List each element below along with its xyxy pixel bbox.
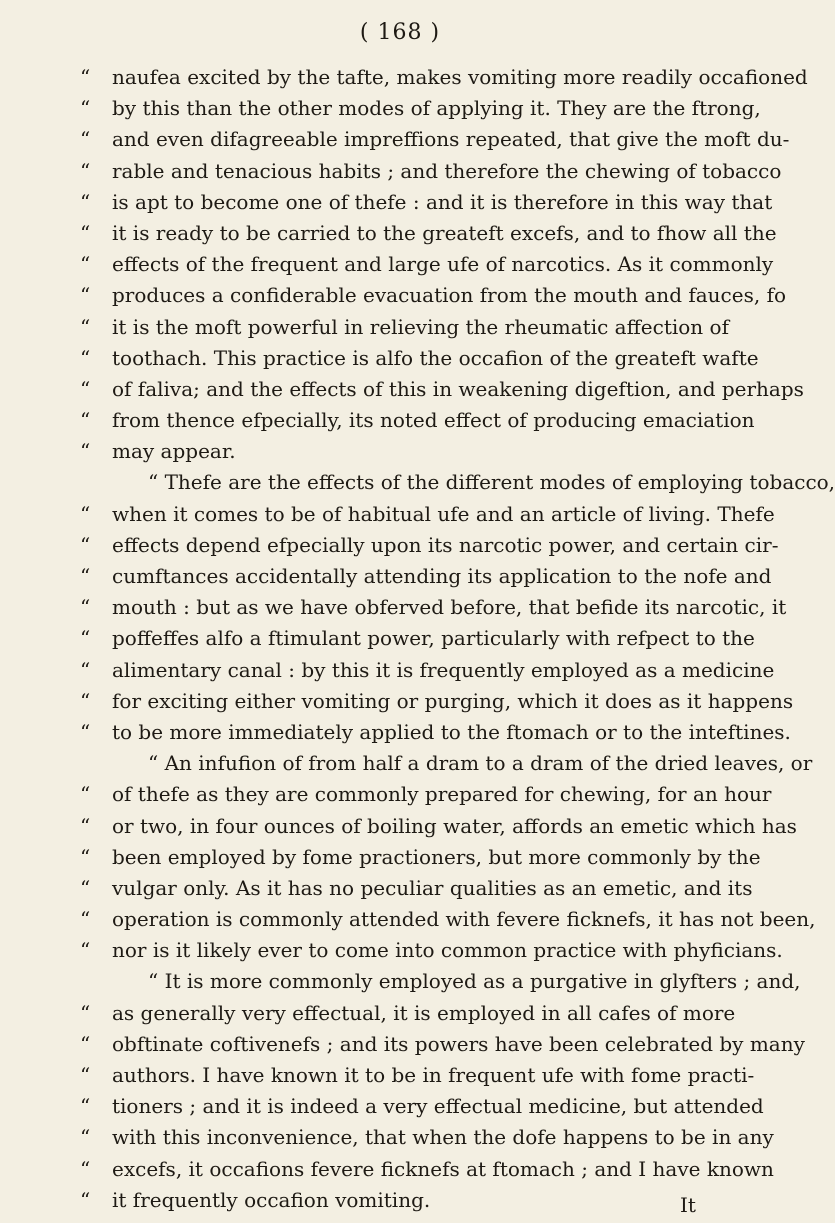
text-line — [0, 779, 800, 810]
quote-mark: “ — [80, 501, 91, 526]
quote-mark: “ — [80, 813, 91, 838]
text-line — [0, 249, 800, 280]
text-line — [0, 467, 835, 498]
text-line — [0, 62, 808, 93]
text-line — [0, 904, 816, 935]
line-text: from thence efpecially, its noted effect of producing emaciation — [112, 408, 755, 433]
line-text: authors. I have known it to be in frequent ufe with fome practi- — [112, 1063, 755, 1087]
text-line — [0, 1122, 800, 1153]
text-line — [0, 1060, 800, 1091]
quote-mark: “ — [80, 1000, 91, 1025]
text-line — [0, 842, 800, 873]
text-line — [0, 405, 800, 436]
line-text: and even difagreeable impreffions repeated, that give the moft du- — [112, 127, 790, 152]
line-text: tioners ; and it is indeed a very effectual medicine, but attended — [112, 1094, 764, 1119]
line-text: by this than the other modes of applying it. They are the ftrong, — [112, 96, 761, 121]
line-text: nor is it likely ever to come into common practice with phyficians. — [112, 938, 783, 963]
text-line — [0, 748, 813, 779]
line-text: poffeffes alfo a ftimulant power, particularly with refpect to the — [112, 626, 755, 651]
line-text: rable and tenacious habits ; and therefore the chewing of tobacco — [112, 158, 782, 183]
text-line — [0, 530, 800, 561]
quote-mark: “ — [80, 1031, 91, 1056]
text-line — [0, 187, 800, 218]
text-line — [0, 93, 800, 124]
text-line — [0, 499, 800, 530]
line-text: with this inconvenience, that when the dofe happens to be in any — [112, 1125, 774, 1150]
quote-mark: “ — [80, 782, 91, 807]
line-text: or two, in four ounces of boiling water, affords an emetic which has — [112, 813, 797, 838]
quote-mark: “ — [80, 1063, 91, 1087]
quote-mark: “ — [80, 532, 91, 557]
line-text: it is ready to be carried to the greateft excefs, and to fhow all the — [112, 220, 777, 245]
text-line — [0, 561, 800, 592]
text-line — [0, 1154, 800, 1185]
text-line — [0, 124, 800, 155]
line-text: alimentary canal : by this it is frequently employed as a medicine — [112, 657, 775, 682]
quote-mark: “ — [80, 1156, 91, 1181]
quote-mark: “ — [80, 439, 91, 464]
line-text: “ An infufion of from half a dram to a dram of the dried leaves, or — [148, 751, 813, 776]
line-text: excefs, it occafions fevere ficknefs at ftomach ; and I have known — [112, 1156, 774, 1181]
line-text: it frequently occafion vomiting. — [112, 1187, 431, 1212]
line-text: produces a confiderable evacuation from the mouth and fauces, fo — [112, 283, 787, 308]
quote-mark: “ — [80, 408, 91, 433]
quote-mark: “ — [80, 595, 91, 620]
quote-mark: “ — [80, 158, 91, 183]
quote-mark: “ — [80, 564, 91, 588]
line-text: “ Thefe are the effects of the different modes of employing tobacco, — [148, 470, 835, 495]
quote-mark: “ — [80, 938, 91, 963]
line-text: vulgar only. As it has no peculiar qualities as an emetic, and its — [112, 875, 753, 900]
text-line — [0, 280, 800, 311]
line-text: is apt to become one of thefe : and it is therefore in this way that — [112, 189, 773, 214]
line-text: mouth : but as we have obferved before, that befide its narcotic, it — [112, 595, 787, 620]
text-line — [0, 374, 804, 405]
text-line — [0, 436, 800, 467]
body-text — [0, 62, 835, 1216]
text-line — [0, 655, 800, 686]
quote-mark: “ — [80, 220, 91, 245]
quote-mark: “ — [80, 1125, 91, 1150]
line-text: toothach. This practice is alfo the occafion of the greateft wafte — [112, 345, 759, 370]
text-line — [0, 312, 800, 343]
line-text: effects depend efpecially upon its narcotic power, and certain cir- — [112, 532, 779, 557]
text-line — [0, 623, 800, 654]
text-line — [0, 686, 800, 717]
line-text: naufea excited by the tafte, makes vomiting more readily occafioned — [112, 65, 808, 89]
page-number: ( 168 ) — [359, 20, 441, 45]
quote-mark: “ — [80, 283, 91, 308]
line-text: of faliva; and the effects of this in weakening digeftion, and perhaps — [112, 376, 804, 401]
text-line — [0, 1091, 800, 1122]
line-text: to be more immediately applied to the ftomach or to the inteftines. — [112, 719, 791, 744]
text-line — [0, 998, 800, 1029]
quote-mark: “ — [80, 376, 91, 401]
line-text: may appear. — [112, 439, 236, 464]
quote-mark: “ — [80, 688, 91, 713]
line-text: it is the moft powerful in relieving the rheumatic affection of — [112, 314, 729, 339]
text-line — [0, 592, 800, 623]
quote-mark: “ — [80, 127, 91, 152]
line-text: of thefe as they are commonly prepared for chewing, for an hour — [112, 782, 772, 807]
catchword: It — [680, 1193, 696, 1217]
quote-mark: “ — [80, 96, 91, 121]
text-line — [0, 343, 800, 374]
line-text: obftinate coftivenefs ; and its powers have been celebrated by many — [112, 1031, 805, 1056]
line-text: been employed by fome practioners, but more commonly by the — [112, 844, 761, 869]
text-line — [0, 1029, 805, 1060]
text-line — [0, 966, 800, 997]
line-text: as generally very effectual, it is employed in all cafes of more — [112, 1000, 736, 1025]
quote-mark: “ — [80, 1187, 91, 1212]
quote-mark: “ — [80, 875, 91, 900]
line-text: effects of the frequent and large ufe of narcotics. As it commonly — [112, 252, 774, 277]
line-text: for exciting either vomiting or purging, which it does as it happens — [112, 688, 794, 713]
quote-mark: “ — [80, 65, 91, 89]
quote-mark: “ — [80, 189, 91, 214]
quote-mark: “ — [80, 657, 91, 682]
text-line — [0, 811, 800, 842]
quote-mark: “ — [80, 1094, 91, 1119]
quote-mark: “ — [80, 345, 91, 370]
line-text: operation is commonly attended with fevere ficknefs, it has not been, — [112, 907, 816, 932]
text-line — [0, 873, 800, 904]
text-line — [0, 156, 800, 187]
line-text: “ It is more commonly employed as a purgative in glyfters ; and, — [148, 969, 801, 994]
text-line — [0, 218, 800, 249]
quote-mark: “ — [80, 907, 91, 932]
text-line — [0, 935, 800, 966]
line-text: when it comes to be of habitual ufe and an article of living. Thefe — [112, 501, 775, 526]
text-line — [0, 717, 800, 748]
quote-mark: “ — [80, 314, 91, 339]
quote-mark: “ — [80, 252, 91, 277]
quote-mark: “ — [80, 844, 91, 869]
quote-mark: “ — [80, 626, 91, 651]
line-text: cumftances accidentally attending its application to the nofe and — [112, 564, 772, 588]
quote-mark: “ — [80, 719, 91, 744]
